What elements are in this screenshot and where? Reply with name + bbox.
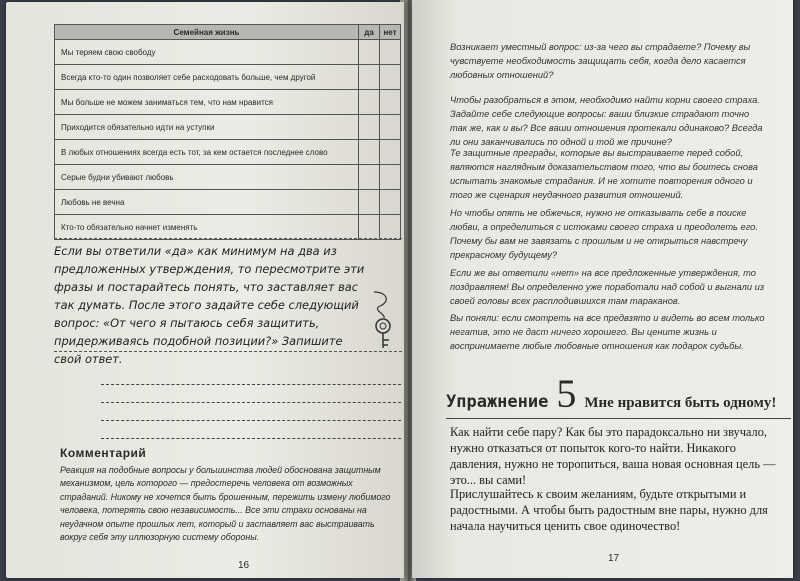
exercise-heading [446,371,786,416]
yes-checkbox[interactable] [359,90,380,115]
yes-checkbox[interactable] [359,65,380,90]
table-row: Любовь не вечна [55,190,401,215]
answer-line[interactable] [101,421,401,439]
no-checkbox[interactable] [380,190,401,215]
table-row: Всегда кто-то один позволяет себе расходовать больше, чем другой [55,65,401,90]
family-life-table [54,24,401,240]
paragraph: Те защитные преграды, которые вы выстраиваете перед собой, являются наглядным доказательством того, что вы боитесь снова испытать знакомые страдания. И не хотите повторения одного и того же сценария неудачного развития отношений. [450,148,758,200]
col-yes: да [359,25,380,40]
key-icon [366,288,400,350]
handwritten-prompt: Если вы ответили «да» как минимум на два из предложенных утверждения, то пересмотрите эти фразы и постарайтесь понять, что заставляет вас так думать. После этого задайте себе следующий вопрос: «От чего я пытаюсь себя защитить, придерживаясь подобной позиции?» Запишите свой ответ. [54,244,365,366]
yes-checkbox[interactable] [359,40,380,65]
yes-checkbox[interactable] [359,115,380,140]
table-row: Мы больше не можем заниматься тем, что нам нравится [55,90,401,115]
no-checkbox[interactable] [380,140,401,165]
exercise-number: 5 [556,371,577,416]
paragraph: Но чтобы опять не обжечься, нужно не отказывать себе в поиске любви, а определиться с истоками своего страха и преодолеть его. Почему бы вам не завязать с прошлым и не открыться навстречу прекрасному будущему? [450,208,758,260]
page-number-right: 17 [608,553,620,564]
exercise-body-1: Как найти себе пару? Как бы это парадоксально ни звучало, нужно отказаться от попыток кого-то найти. Никакого давления, нужно не торопиться, ваша новая основная цель — это... вы сами! [450,425,776,487]
comment-text: Реакция на подобные вопросы у большинства людей обоснована защитным механизмом, цель которого — предостеречь человека от возможных страданий. Никому не хочется быть брошенным, пережить измену любимого человека, потерять свою независимость... Все эти страхи основаны на неудачном опыте прошлых лет, который и заставляет вас выстраивать вокруг себя эту иллюзорную систему обороны. [60,465,391,543]
exercise-body-2: Прислушайтесь к своим желаниям, будьте открытыми и радостными. А чтобы быть радостным вне пары, нужно для начала научиться ценить свое одиночество! [450,487,768,533]
exercise-label: Упражнение [446,392,549,412]
answer-line[interactable] [101,385,401,403]
comment-title: Комментарий [60,446,147,460]
paragraph: Возникает уместный вопрос: из-за чего вы страдаете? Почему вы чувствуете необходимость защищать себя, когда дело касается любовных отношений? [450,42,751,80]
right-page [412,0,793,578]
exercise-divider [446,418,791,419]
answer-lines[interactable] [101,367,401,439]
table-row: Приходится обязательно идти на уступки [55,115,401,140]
table-row: Мы теряем свою свободу [55,40,401,65]
left-page [6,2,404,578]
yes-checkbox[interactable] [359,215,380,240]
col-no: нет [380,25,401,40]
table-header: Семейная жизнь [55,25,359,40]
page-number-left: 16 [238,560,250,571]
yes-checkbox[interactable] [359,165,380,190]
paragraph: Чтобы разобраться в этом, необходимо найти корни своего страха. Задайте себе следующие вопросы: ваши близкие страдают точно так же, как и вы? Все ваши отношения протекали одинаково? Всегда ли они заканчивались по одной и той же причине? [450,95,763,147]
answer-line[interactable] [101,367,401,385]
yes-checkbox[interactable] [359,190,380,215]
no-checkbox[interactable] [380,165,401,190]
no-checkbox[interactable] [380,215,401,240]
no-checkbox[interactable] [380,40,401,65]
table-row: Кто-то обязательно начнет изменять [55,215,401,240]
no-checkbox[interactable] [380,90,401,115]
paragraph: Вы поняли: если смотреть на все предвзято и видеть во всем только негатив, это не даст ничего хорошего. Вы цените жизнь и воспринимаете любые любовные отношения как подарок судьбы. [450,313,765,351]
answer-line[interactable] [101,403,401,421]
paragraph: Если же вы ответили «нет» на все предложенные утверждения, то поздравляем! Вы определенно уже поработали над собой и выгнали из своей головы всех расплодившихся там тараканов. [450,268,765,306]
table-row: В любых отношениях всегда есть тот, за кем остается последнее слово [55,140,401,165]
exercise-title: Мне нравится быть одному! [584,395,777,411]
no-checkbox[interactable] [380,65,401,90]
yes-checkbox[interactable] [359,140,380,165]
no-checkbox[interactable] [380,115,401,140]
table-row: Серые будни убивают любовь [55,165,401,190]
